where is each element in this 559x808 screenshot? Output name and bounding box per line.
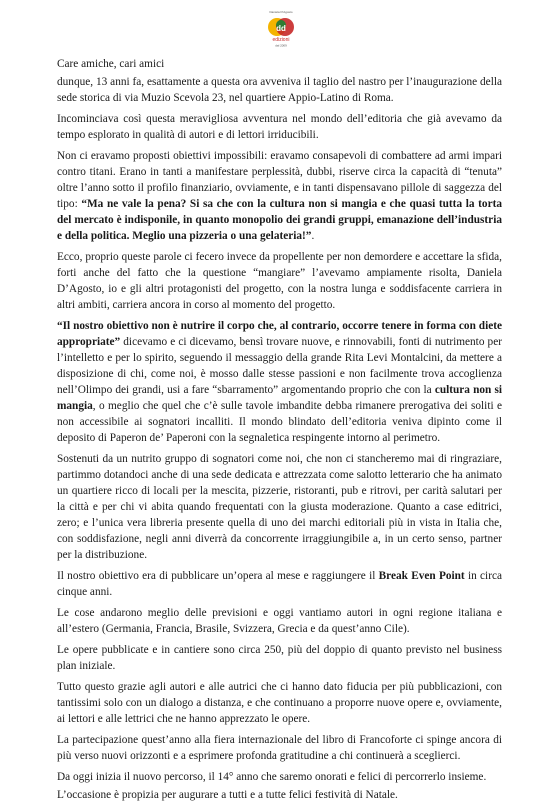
paragraph-6: Sostenuti da un nutrito gruppo di sognatori come noi, che non ci stancheremo mai di ringraziare, partimmo dotandoci anche di una sede dedicata e attrezzata come salotto letterario che ha animato un quartiere ricco di locali per la mescita, pizzerie, ristoranti, pub e ritrovi, per carità salutari per la città e per chi vi abita quando frequentati con la giusta moderazione. Quanto a case editrici, zero; e l’unica vera libreria presente quella di uno dei marchi editoriali più in vista in Italia che, con soddisfazione, negli anni diverrà da concorrente irraggiungibile a, in un certo senso, partner per la distribuzione. <box>57 453 502 561</box>
paragraph-11: La partecipazione quest’anno alla fiera internazionale del libro di Francoforte ci spinge ancora di più verso nuovi orizzonti e a esprimere profonda gratitudine a chi continuerà a sceglierci. <box>57 734 502 762</box>
paragraph-4: Ecco, proprio queste parole ci fecero invece da propellente per non demordere e accettare la sfida, forti anche del fatto che la questione “mangiare” l’avevamo ampiamente risolta, Daniela D’Agosto, io e gli altri protagonisti del progetto, con la nostra lunga e soddisfacente carriera in altri ambiti, carriera ancora in corso al momento del progetto. <box>57 251 502 311</box>
paragraph-10: Tutto questo grazie agli autori e alle autrici che ci hanno dato fiducia per più pubblicazioni, con tantissimi solo con un dialogo a distanza, e che continuano a proporre nuove opere e, ovviamente, ai lettori e alle lettrici che ne hanno apprezzato le opere. <box>57 681 502 725</box>
paragraph-5-end: , o meglio che quel che c’è sulle tavole imbandite debba rimanere prerogativa dei soliti e non accessibile ai sognatori incalliti. Il mondo blindato dell’editoria veniva dipinto come il deposito di Paperon de’ Paperoni con la segnaletica respingente intorno al perimetro. <box>57 400 502 444</box>
logo-top-text: Daniela D'Agosto <box>269 10 293 14</box>
paragraph-3-quote: “Ma ne vale la pena? Si sa che con la cultura non si mangia e che quasi tutta la torta del mercato è indisponile, in quanto monopolio dei grandi gruppi, emanazione dell’industria e della politica. Meglio una pizzeria o una gelateria!” <box>57 198 502 242</box>
paragraph-1: dunque, 13 anni fa, esattamente a questa ora avveniva il taglio del nastro per l’inaugurazione della sede storica di via Muzio Scevola 23, nel quartiere Appio-Latino di Roma. <box>57 76 502 104</box>
paragraph-5-text: dicevamo e ci dicevamo, bensì trovare nuove, e rinnovabili, fonti di nutrimento per l’intelletto e per lo spirito, seguendo il messaggio della grande Rita Levi Montalcini, da mettere a disposizione di chi, come noi, è mosso dalle stesse passioni e non facilmente trova accoglienza nell’Olimpo dei grandi, usi a fare “sbarramento” argomentando proprio che con la <box>57 336 502 396</box>
paragraph-13: L’occasione è propizia per augurare a tutti e a tutte felici festività di Natale. <box>57 789 398 801</box>
paragraph-3-text: Non ci eravamo proposti obiettivi impossibili: eravamo consapevoli di combattere ad armi impari contro titani. Erano in tanti a manifestare perplessità, dubbi, riserve circa la capacità di “tenuta” oltre l’anno sotto il profilo finanziario, ovviamente, e in tanti dispensavano pillole di saggezza del tipo: <box>57 150 502 210</box>
logo-bottom-text: dal 2009 <box>275 43 287 48</box>
paragraph-5-quote: “Il nostro obiettivo non è nutrire il corpo che, al contrario, occorre tenere in forma con diete appropriate” <box>57 320 502 348</box>
paragraph-7-emphasis: Break Even Point <box>378 570 465 582</box>
paragraph-7-text: Il nostro obiettivo era di pubblicare un’opera al mese e raggiungere il <box>57 570 379 582</box>
paragraph-8: Le cose andarono meglio delle previsioni e oggi vantiamo autori in ogni regione italiana e all’estero (Germania, Francia, Brasile, Svizzera, Grecia e da quest’anno Cile). <box>57 607 502 635</box>
paragraph-7 <box>57 568 502 600</box>
publisher-logo <box>267 8 295 48</box>
paragraph-9: Le opere pubblicate e in cantiere sono circa 250, più del doppio di quanto previsto nel business plan iniziale. <box>57 644 502 672</box>
paragraph-3-end: . <box>311 230 315 242</box>
paragraph-5-emphasis: cultura non si mangia <box>57 384 502 412</box>
greeting: Care amiche, cari amici <box>57 58 165 70</box>
paragraph-12: Da oggi inizia il nuovo percorso, il 14° anno che saremo onorati e felici di percorrerlo insieme. <box>57 771 487 783</box>
logo-brand: edizioni <box>272 37 290 43</box>
logo-letters: dd <box>276 24 286 33</box>
paragraph-2: Incominciava così questa meravigliosa avventura nel mondo dell’editoria che già avevamo da tempo esplorato in qualità di autori e di lettori irriducibili. <box>57 113 502 141</box>
letter-body <box>57 56 502 808</box>
paragraph-7-end: in circa cinque anni. <box>57 570 502 598</box>
paragraph-5 <box>57 318 502 446</box>
paragraph-3 <box>57 148 502 244</box>
